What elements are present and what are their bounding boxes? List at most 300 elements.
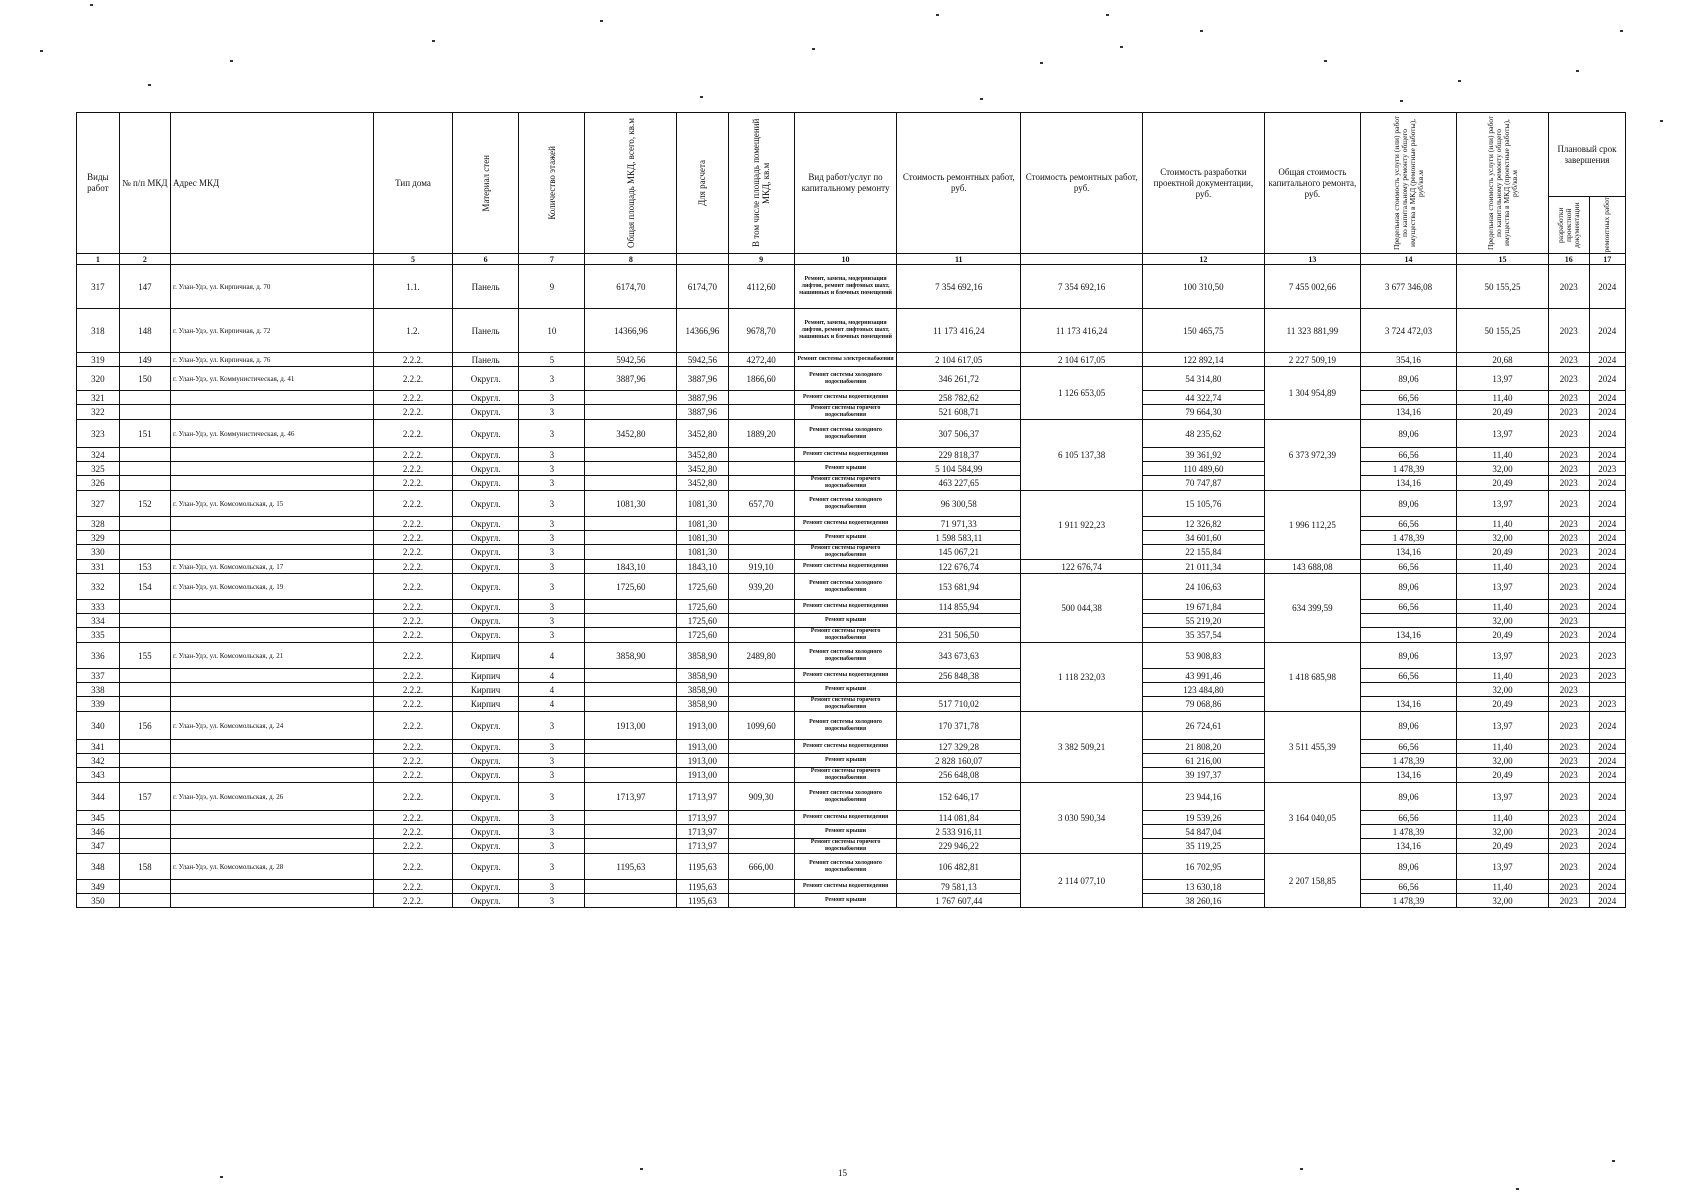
premises-area-cell (728, 545, 794, 560)
work-kind-cell: Ремонт крыши (794, 894, 897, 908)
floors-cell: 4 (519, 643, 585, 669)
house-type-cell: 2.2.2. (373, 420, 452, 448)
table-row (77, 560, 1626, 574)
premises-area-cell (728, 628, 794, 643)
design-cost-cell: 79 068,86 (1143, 697, 1265, 712)
repair-cost-total-cell: 1 126 653,05 (1021, 367, 1143, 420)
repair-cost-cell: 11 173 416,24 (897, 309, 1021, 353)
limit-design-cell: 20,49 (1457, 476, 1549, 491)
term-design-cell: 2023 (1548, 531, 1589, 545)
total-area-cell: 3452,80 (585, 420, 677, 448)
design-cost-cell: 39 197,37 (1143, 768, 1265, 783)
total-area-cell: 3887,96 (585, 367, 677, 391)
calc-area-cell: 3452,80 (677, 462, 728, 476)
mkd-number: 153 (119, 560, 170, 574)
floors-cell: 3 (519, 628, 585, 643)
term-design-cell: 2023 (1548, 614, 1589, 628)
wall-material-cell: Округл. (453, 574, 519, 600)
column-number-cell: 8 (585, 254, 677, 265)
premises-area-cell: 1889,20 (728, 420, 794, 448)
design-cost-cell: 34 601,60 (1143, 531, 1265, 545)
table-row (77, 894, 1626, 908)
repair-cost-total-cell: 11 173 416,24 (1021, 309, 1143, 353)
speck (90, 4, 93, 6)
term-repair-cell: 2024 (1589, 405, 1625, 420)
row-number: 335 (77, 628, 120, 643)
term-repair-cell: 2024 (1589, 600, 1625, 614)
limit-design-cell: 11,40 (1457, 391, 1549, 405)
limit-repair-cell: 66,56 (1360, 811, 1456, 825)
term-repair-cell: 2024 (1589, 265, 1625, 309)
term-repair-cell: 2024 (1589, 825, 1625, 839)
table-row (77, 391, 1626, 405)
design-cost-cell: 19 671,84 (1143, 600, 1265, 614)
repair-cost-cell: 307 506,37 (897, 420, 1021, 448)
term-repair-cell: 2023 (1589, 462, 1625, 476)
row-number: 332 (77, 574, 120, 600)
term-design-cell: 2023 (1548, 476, 1589, 491)
term-repair-cell: 2024 (1589, 309, 1625, 353)
total-cost-cell: 7 455 002,66 (1264, 265, 1360, 309)
mkd-number (119, 683, 170, 697)
work-kind-cell: Ремонт системы горячего водоснабжения (794, 405, 897, 420)
limit-design-cell: 13,97 (1457, 420, 1549, 448)
repair-cost-cell: 231 506,50 (897, 628, 1021, 643)
table-row (77, 265, 1626, 309)
term-repair-cell: 2023 (1589, 643, 1625, 669)
address-cell (170, 894, 373, 908)
header-address: Адрес МКД (170, 113, 373, 254)
wall-material-cell: Кирпич (453, 683, 519, 697)
column-number-cell: 15 (1457, 254, 1549, 265)
column-number-cell: 12 (1143, 254, 1265, 265)
term-design-cell: 2023 (1548, 783, 1589, 811)
term-design-cell: 2023 (1548, 839, 1589, 854)
total-area-cell (585, 825, 677, 839)
address-cell (170, 448, 373, 462)
limit-repair-cell: 89,06 (1360, 854, 1456, 880)
table-row (77, 574, 1626, 600)
table-row (77, 600, 1626, 614)
term-repair-cell: 2024 (1589, 880, 1625, 894)
term-design-cell: 2023 (1548, 825, 1589, 839)
wall-material-cell: Округл. (453, 462, 519, 476)
header-mkd-no: № п/п МКД (119, 113, 170, 254)
work-kind-cell: Ремонт системы холодного водоснабжения (794, 854, 897, 880)
floors-cell: 3 (519, 517, 585, 531)
term-repair-cell: 2024 (1589, 628, 1625, 643)
work-kind-cell: Ремонт крыши (794, 462, 897, 476)
wall-material-cell: Округл. (453, 854, 519, 880)
wall-material-cell: Округл. (453, 712, 519, 740)
speck (1200, 30, 1203, 32)
speck (1106, 14, 1109, 16)
header-limit-design: Предельная стоимость услуги (или) работ по капитальному ремонту общего имущества в МКД (проектные работы), руб/кв.м (1457, 113, 1549, 254)
floors-cell: 3 (519, 783, 585, 811)
wall-material-cell: Округл. (453, 448, 519, 462)
work-kind-cell: Ремонт системы водоотведения (794, 811, 897, 825)
wall-material-cell: Округл. (453, 628, 519, 643)
wall-material-cell: Округл. (453, 545, 519, 560)
header-design-cost: Стоимость разработки проектной документации, руб. (1143, 113, 1265, 254)
speck (936, 14, 939, 16)
header-work-types: Виды работ (77, 113, 120, 254)
premises-area-cell: 4272,40 (728, 353, 794, 367)
work-kind-cell: Ремонт, замена, модернизация лифтов, ремонт лифтовых шахт, машинных и блочных помещений (794, 309, 897, 353)
total-area-cell (585, 614, 677, 628)
speck (1400, 100, 1403, 102)
floors-cell: 3 (519, 531, 585, 545)
premises-area-cell (728, 448, 794, 462)
limit-design-cell: 32,00 (1457, 462, 1549, 476)
work-kind-cell: Ремонт системы холодного водоснабжения (794, 367, 897, 391)
term-repair-cell: 2023 (1589, 669, 1625, 683)
house-type-cell: 2.2.2. (373, 669, 452, 683)
floors-cell: 3 (519, 545, 585, 560)
term-design-cell: 2023 (1548, 391, 1589, 405)
table-row (77, 545, 1626, 560)
repair-cost-cell: 2 533 916,11 (897, 825, 1021, 839)
design-cost-cell: 54 314,80 (1143, 367, 1265, 391)
address-cell: г. Улан-Удэ, ул. Коммунистическая, д. 46 (170, 420, 373, 448)
calc-area-cell: 3452,80 (677, 476, 728, 491)
repair-cost-cell: 256 648,08 (897, 768, 1021, 783)
total-area-cell (585, 697, 677, 712)
wall-material-cell: Округл. (453, 420, 519, 448)
floors-cell: 3 (519, 448, 585, 462)
design-cost-cell: 79 664,30 (1143, 405, 1265, 420)
total-area-cell: 14366,96 (585, 309, 677, 353)
repair-cost-cell: 517 710,02 (897, 697, 1021, 712)
address-cell (170, 839, 373, 854)
speck (1576, 70, 1579, 72)
address-cell (170, 697, 373, 712)
floors-cell: 9 (519, 265, 585, 309)
repair-cost-total-cell: 7 354 692,16 (1021, 265, 1143, 309)
calc-area-cell: 1081,30 (677, 491, 728, 517)
repair-cost-total-cell: 3 030 590,34 (1021, 783, 1143, 854)
work-kind-cell: Ремонт системы холодного водоснабжения (794, 712, 897, 740)
house-type-cell: 2.2.2. (373, 839, 452, 854)
repair-cost-cell: 96 300,58 (897, 491, 1021, 517)
floors-cell: 3 (519, 367, 585, 391)
design-cost-cell: 21 011,34 (1143, 560, 1265, 574)
house-type-cell: 2.2.2. (373, 880, 452, 894)
mkd-number (119, 462, 170, 476)
column-number-cell: 17 (1589, 254, 1625, 265)
speck (980, 98, 983, 100)
header-term-repair: ремонтных работ (1589, 197, 1625, 254)
wall-material-cell: Округл. (453, 880, 519, 894)
total-area-cell: 1913,00 (585, 712, 677, 740)
limit-design-cell: 13,97 (1457, 854, 1549, 880)
limit-repair-cell: 66,56 (1360, 669, 1456, 683)
address-cell (170, 531, 373, 545)
repair-cost-total-cell: 2 104 617,05 (1021, 353, 1143, 367)
repair-cost-cell: 258 782,62 (897, 391, 1021, 405)
repair-cost-cell: 2 104 617,05 (897, 353, 1021, 367)
address-cell (170, 669, 373, 683)
limit-repair-cell (1360, 614, 1456, 628)
header-row (77, 113, 1626, 197)
total-cost-cell: 1 418 685,98 (1264, 643, 1360, 712)
wall-material-cell: Округл. (453, 391, 519, 405)
calc-area-cell: 5942,56 (677, 353, 728, 367)
table-body (77, 265, 1626, 908)
limit-repair-cell: 1 478,39 (1360, 462, 1456, 476)
address-cell (170, 811, 373, 825)
premises-area-cell (728, 754, 794, 768)
repair-cost-cell (897, 614, 1021, 628)
term-repair-cell (1589, 683, 1625, 697)
term-repair-cell: 2024 (1589, 783, 1625, 811)
total-area-cell: 1843,10 (585, 560, 677, 574)
premises-area-cell (728, 531, 794, 545)
total-area-cell: 1195,63 (585, 854, 677, 880)
register-sheet (76, 112, 1626, 908)
row-number: 345 (77, 811, 120, 825)
repair-cost-total-cell: 2 114 077,10 (1021, 854, 1143, 908)
table-row (77, 405, 1626, 420)
wall-material-cell: Панель (453, 265, 519, 309)
header-premises-area: В том числе площадь помещений МКД, кв.м (728, 113, 794, 254)
address-cell: г. Улан-Удэ, ул. Кирпичная, д. 76 (170, 353, 373, 367)
speck (148, 84, 151, 86)
term-design-cell: 2023 (1548, 643, 1589, 669)
mkd-number (119, 531, 170, 545)
design-cost-cell: 53 908,83 (1143, 643, 1265, 669)
calc-area-cell: 1725,60 (677, 614, 728, 628)
repair-cost-cell: 114 081,84 (897, 811, 1021, 825)
total-cost-cell: 634 399,59 (1264, 574, 1360, 643)
calc-area-cell: 3887,96 (677, 391, 728, 405)
row-number: 320 (77, 367, 120, 391)
limit-design-cell: 20,49 (1457, 545, 1549, 560)
limit-repair-cell: 66,56 (1360, 448, 1456, 462)
row-number: 348 (77, 854, 120, 880)
address-cell (170, 600, 373, 614)
address-cell (170, 825, 373, 839)
repair-cost-cell: 229 818,37 (897, 448, 1021, 462)
term-design-cell: 2023 (1548, 628, 1589, 643)
house-type-cell: 2.2.2. (373, 367, 452, 391)
calc-area-cell: 3452,80 (677, 448, 728, 462)
term-design-cell: 2023 (1548, 894, 1589, 908)
term-design-cell: 2023 (1548, 265, 1589, 309)
floors-cell: 4 (519, 683, 585, 697)
repair-cost-cell: 106 482,81 (897, 854, 1021, 880)
mkd-number (119, 614, 170, 628)
work-kind-cell: Ремонт системы горячего водоснабжения (794, 545, 897, 560)
column-number-cell (170, 254, 373, 265)
floors-cell: 3 (519, 811, 585, 825)
limit-design-cell: 32,00 (1457, 825, 1549, 839)
row-number: 344 (77, 783, 120, 811)
speck (600, 20, 603, 22)
term-design-cell: 2023 (1548, 669, 1589, 683)
row-number: 324 (77, 448, 120, 462)
speck (1300, 1168, 1303, 1170)
mkd-number (119, 628, 170, 643)
calc-area-cell: 3858,90 (677, 683, 728, 697)
row-number: 318 (77, 309, 120, 353)
table-row (77, 825, 1626, 839)
total-cost-cell: 6 373 972,39 (1264, 420, 1360, 491)
floors-cell: 3 (519, 712, 585, 740)
total-area-cell (585, 768, 677, 783)
table-row (77, 683, 1626, 697)
total-cost-cell: 1 996 112,25 (1264, 491, 1360, 560)
term-design-cell: 2023 (1548, 754, 1589, 768)
house-type-cell: 2.2.2. (373, 531, 452, 545)
design-cost-cell: 43 991,46 (1143, 669, 1265, 683)
mkd-number (119, 880, 170, 894)
table-row (77, 531, 1626, 545)
table-row (77, 854, 1626, 880)
table-row (77, 697, 1626, 712)
work-kind-cell: Ремонт системы водоотведения (794, 517, 897, 531)
limit-repair-cell: 89,06 (1360, 712, 1456, 740)
column-number-cell: 6 (453, 254, 519, 265)
house-type-cell: 2.2.2. (373, 643, 452, 669)
speck (812, 48, 815, 50)
house-type-cell: 1.1. (373, 265, 452, 309)
house-type-cell: 2.2.2. (373, 560, 452, 574)
total-area-cell: 1081,30 (585, 491, 677, 517)
term-design-cell: 2023 (1548, 811, 1589, 825)
repair-cost-cell: 79 581,13 (897, 880, 1021, 894)
premises-area-cell: 4112,60 (728, 265, 794, 309)
header-work-kind: Вид работ/услуг по капитальному ремонту (794, 113, 897, 254)
wall-material-cell: Округл. (453, 600, 519, 614)
calc-area-cell: 3452,80 (677, 420, 728, 448)
repair-cost-cell: 127 329,28 (897, 740, 1021, 754)
house-type-cell: 2.2.2. (373, 754, 452, 768)
mkd-number (119, 697, 170, 712)
floors-cell: 4 (519, 697, 585, 712)
limit-design-cell: 11,40 (1457, 740, 1549, 754)
premises-area-cell (728, 825, 794, 839)
row-number: 329 (77, 531, 120, 545)
limit-repair-cell: 134,16 (1360, 697, 1456, 712)
floors-cell: 3 (519, 476, 585, 491)
repair-cost-total-cell: 122 676,74 (1021, 560, 1143, 574)
house-type-cell: 2.2.2. (373, 712, 452, 740)
table-row (77, 754, 1626, 768)
term-design-cell: 2023 (1548, 420, 1589, 448)
speck (1324, 60, 1327, 62)
wall-material-cell: Округл. (453, 491, 519, 517)
house-type-cell: 2.2.2. (373, 405, 452, 420)
limit-design-cell: 32,00 (1457, 754, 1549, 768)
address-cell: г. Улан-Удэ, ул. Комсомольская, д. 15 (170, 491, 373, 517)
row-number: 333 (77, 600, 120, 614)
speck (1660, 120, 1663, 122)
floors-cell: 3 (519, 462, 585, 476)
header-repair-cost-total: Стоимость ремонтных работ, руб. (1021, 113, 1143, 254)
premises-area-cell (728, 740, 794, 754)
wall-material-cell: Округл. (453, 783, 519, 811)
term-repair-cell: 2024 (1589, 531, 1625, 545)
term-design-cell: 2023 (1548, 517, 1589, 531)
wall-material-cell: Округл. (453, 476, 519, 491)
repair-cost-cell: 521 608,71 (897, 405, 1021, 420)
limit-design-cell: 32,00 (1457, 531, 1549, 545)
table-row (77, 420, 1626, 448)
floors-cell: 3 (519, 491, 585, 517)
design-cost-cell: 26 724,61 (1143, 712, 1265, 740)
calc-area-cell: 1195,63 (677, 854, 728, 880)
house-type-cell: 2.2.2. (373, 683, 452, 697)
address-cell (170, 628, 373, 643)
total-area-cell: 6174,70 (585, 265, 677, 309)
calc-area-cell: 3887,96 (677, 367, 728, 391)
mkd-number (119, 405, 170, 420)
table-row (77, 880, 1626, 894)
wall-material-cell: Округл. (453, 811, 519, 825)
column-number-cell: 16 (1548, 254, 1589, 265)
address-cell: г. Улан-Удэ, ул. Кирпичная, д. 70 (170, 265, 373, 309)
total-area-cell (585, 448, 677, 462)
speck (432, 40, 435, 42)
table-row (77, 839, 1626, 854)
row-number: 319 (77, 353, 120, 367)
premises-area-cell (728, 462, 794, 476)
repair-cost-cell: 229 946,22 (897, 839, 1021, 854)
term-repair-cell: 2024 (1589, 740, 1625, 754)
repair-cost-total-cell: 6 105 137,38 (1021, 420, 1143, 491)
table-row (77, 669, 1626, 683)
address-cell: г. Улан-Удэ, ул. Комсомольская, д. 19 (170, 574, 373, 600)
address-cell (170, 517, 373, 531)
wall-material-cell: Округл. (453, 754, 519, 768)
address-cell: г. Улан-Удэ, ул. Комсомольская, д. 24 (170, 712, 373, 740)
calc-area-cell: 1713,97 (677, 839, 728, 854)
table-row (77, 783, 1626, 811)
column-number-cell: 7 (519, 254, 585, 265)
limit-repair-cell: 134,16 (1360, 628, 1456, 643)
address-cell (170, 476, 373, 491)
premises-area-cell (728, 811, 794, 825)
design-cost-cell: 54 847,04 (1143, 825, 1265, 839)
mkd-number (119, 825, 170, 839)
limit-design-cell: 11,40 (1457, 560, 1549, 574)
total-area-cell (585, 894, 677, 908)
work-kind-cell: Ремонт системы водоотведения (794, 391, 897, 405)
mkd-number (119, 839, 170, 854)
wall-material-cell: Округл. (453, 768, 519, 783)
term-design-cell: 2023 (1548, 367, 1589, 391)
limit-repair-cell: 134,16 (1360, 768, 1456, 783)
limit-design-cell: 13,97 (1457, 491, 1549, 517)
premises-area-cell: 666,00 (728, 854, 794, 880)
work-kind-cell: Ремонт системы водоотведения (794, 560, 897, 574)
premises-area-cell: 939,20 (728, 574, 794, 600)
speck (220, 1176, 223, 1178)
address-cell (170, 740, 373, 754)
calc-area-cell: 1913,00 (677, 754, 728, 768)
limit-design-cell: 20,68 (1457, 353, 1549, 367)
repair-cost-cell (897, 683, 1021, 697)
limit-repair-cell: 66,56 (1360, 391, 1456, 405)
design-cost-cell: 48 235,62 (1143, 420, 1265, 448)
limit-repair-cell: 89,06 (1360, 491, 1456, 517)
mkd-number (119, 476, 170, 491)
limit-repair-cell: 89,06 (1360, 783, 1456, 811)
work-kind-cell: Ремонт системы холодного водоснабжения (794, 420, 897, 448)
header-limit-repair: Предельная стоимость услуги (или) работ по капитальному ремонту общего имущества в МКД (ремонтные работы), руб/кв.м (1360, 113, 1456, 254)
mkd-number: 158 (119, 854, 170, 880)
